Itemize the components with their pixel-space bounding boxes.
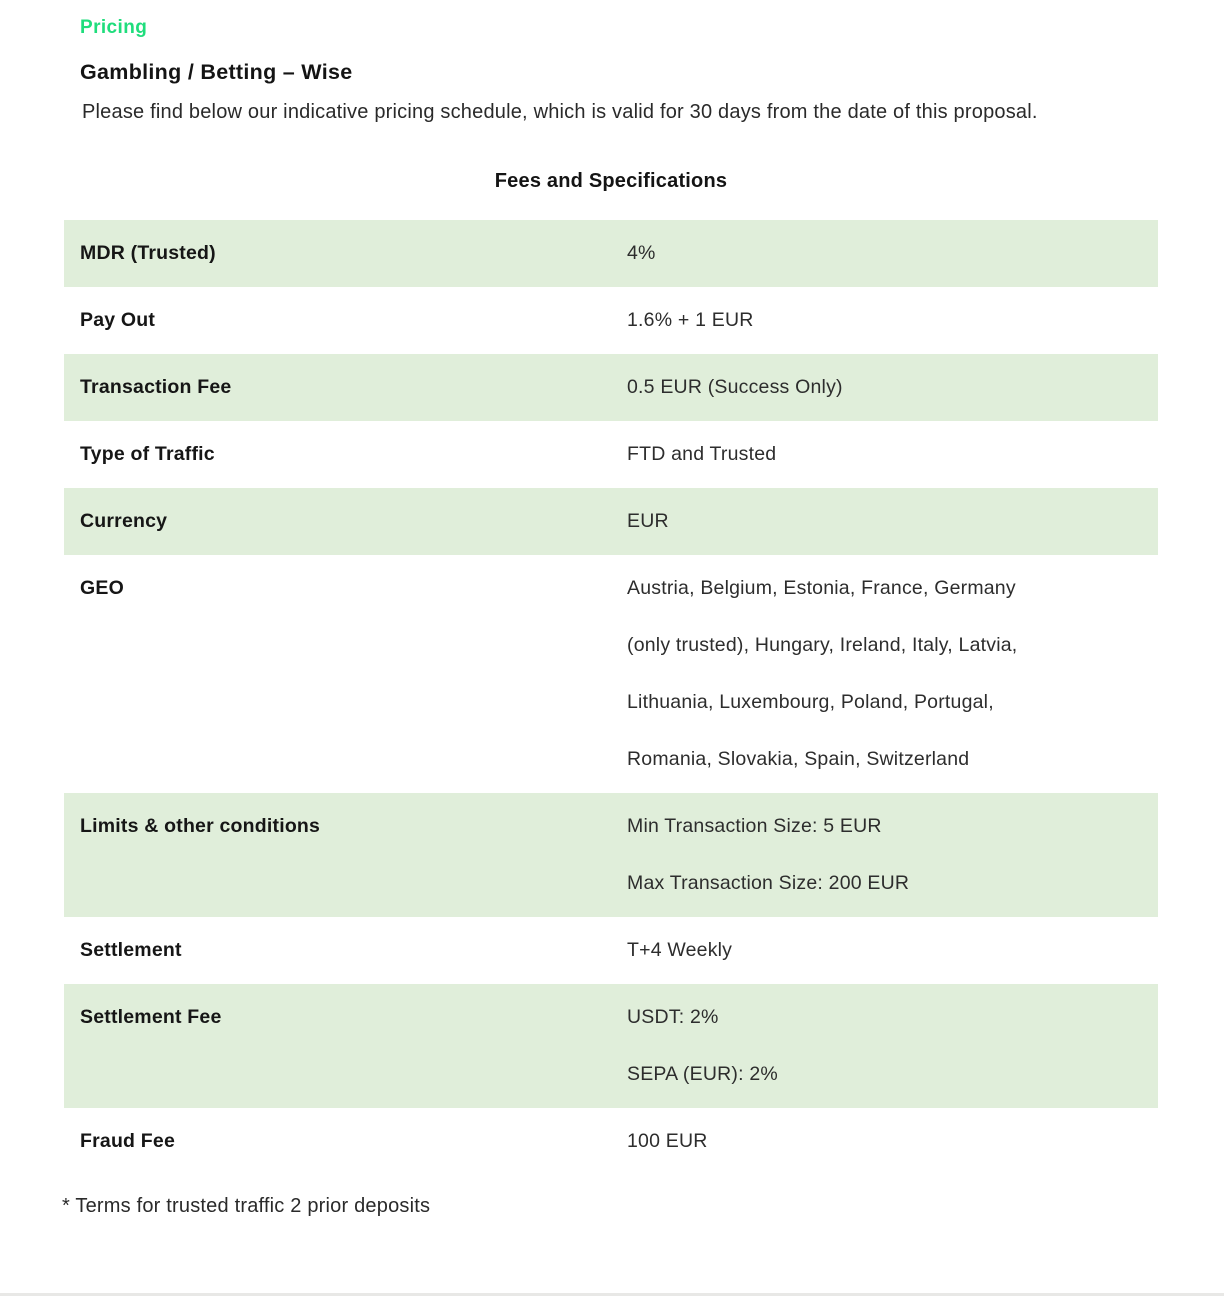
fee-row-value bbox=[627, 793, 1158, 917]
fee-row-label: Pay Out bbox=[80, 309, 156, 331]
fee-row-label: Currency bbox=[80, 510, 168, 532]
fee-table-row bbox=[64, 220, 1158, 287]
footnote: * Terms for trusted traffic 2 prior deposits bbox=[62, 1195, 431, 1217]
fee-row-label: Settlement bbox=[80, 939, 182, 961]
fee-row-label: Fraud Fee bbox=[80, 1130, 175, 1152]
fee-row-label: Limits & other conditions bbox=[80, 815, 321, 837]
fee-row-value-line: 4% bbox=[627, 242, 656, 264]
fee-row-value-line: Austria, Belgium, Estonia, France, Germany bbox=[627, 577, 1016, 599]
pricing-proposal-page bbox=[0, 16, 1224, 1219]
fee-row-value bbox=[627, 984, 1158, 1108]
fee-table-row bbox=[64, 793, 1158, 917]
fee-row-value-line: USDT: 2% bbox=[627, 1006, 719, 1028]
fee-row-value bbox=[627, 421, 1158, 488]
fee-row-label: MDR (Trusted) bbox=[80, 242, 216, 264]
fee-row-value bbox=[627, 220, 1158, 287]
fee-row-value-line: SEPA (EUR): 2% bbox=[627, 1063, 778, 1085]
fee-row-value bbox=[627, 354, 1158, 421]
fee-row-value-line: EUR bbox=[627, 510, 669, 532]
fees-table bbox=[64, 220, 1158, 1175]
fee-table-row bbox=[64, 354, 1158, 421]
fee-row-value-line: 0.5 EUR (Success Only) bbox=[627, 376, 843, 398]
fee-row-value bbox=[627, 1108, 1158, 1175]
fee-row-value bbox=[627, 917, 1158, 984]
intro-paragraph: Please find below our indicative pricing schedule, which is valid for 30 days from the date of this proposal. bbox=[82, 101, 1038, 123]
fee-table-row bbox=[64, 917, 1158, 984]
fee-row-label: Transaction Fee bbox=[80, 376, 232, 398]
fee-row-value-line: 1.6% + 1 EUR bbox=[627, 309, 754, 331]
fee-table-row bbox=[64, 1108, 1158, 1175]
fee-table-row bbox=[64, 555, 1158, 793]
fee-row-value-line: (only trusted), Hungary, Ireland, Italy, Latvia, bbox=[627, 634, 1018, 656]
fee-row-value-line: Lithuania, Luxembourg, Poland, Portugal, bbox=[627, 691, 994, 713]
fee-table-row bbox=[64, 984, 1158, 1108]
fee-table-row bbox=[64, 287, 1158, 354]
fee-row-value bbox=[627, 287, 1158, 354]
fee-row-label: Type of Traffic bbox=[80, 443, 215, 465]
page-title: Gambling / Betting – Wise bbox=[80, 60, 353, 84]
fee-row-value-line: FTD and Trusted bbox=[627, 443, 777, 465]
fee-row-label: GEO bbox=[80, 577, 124, 599]
fee-row-value-line: Max Transaction Size: 200 EUR bbox=[627, 872, 910, 894]
fee-row-value-line: Romania, Slovakia, Spain, Switzerland bbox=[627, 748, 970, 770]
fees-table-body bbox=[64, 220, 1158, 1175]
fee-row-value-line: Min Transaction Size: 5 EUR bbox=[627, 815, 882, 837]
fee-row-value bbox=[627, 555, 1158, 793]
fee-row-value-line: T+4 Weekly bbox=[627, 939, 733, 961]
fee-row-label: Settlement Fee bbox=[80, 1006, 222, 1028]
fees-table-title: Fees and Specifications bbox=[494, 170, 728, 192]
fee-table-row bbox=[64, 488, 1158, 555]
fee-table-row bbox=[64, 421, 1158, 488]
section-label-pricing: Pricing bbox=[80, 17, 148, 38]
fee-row-value-line: 100 EUR bbox=[627, 1130, 708, 1152]
fee-row-value bbox=[627, 488, 1158, 555]
